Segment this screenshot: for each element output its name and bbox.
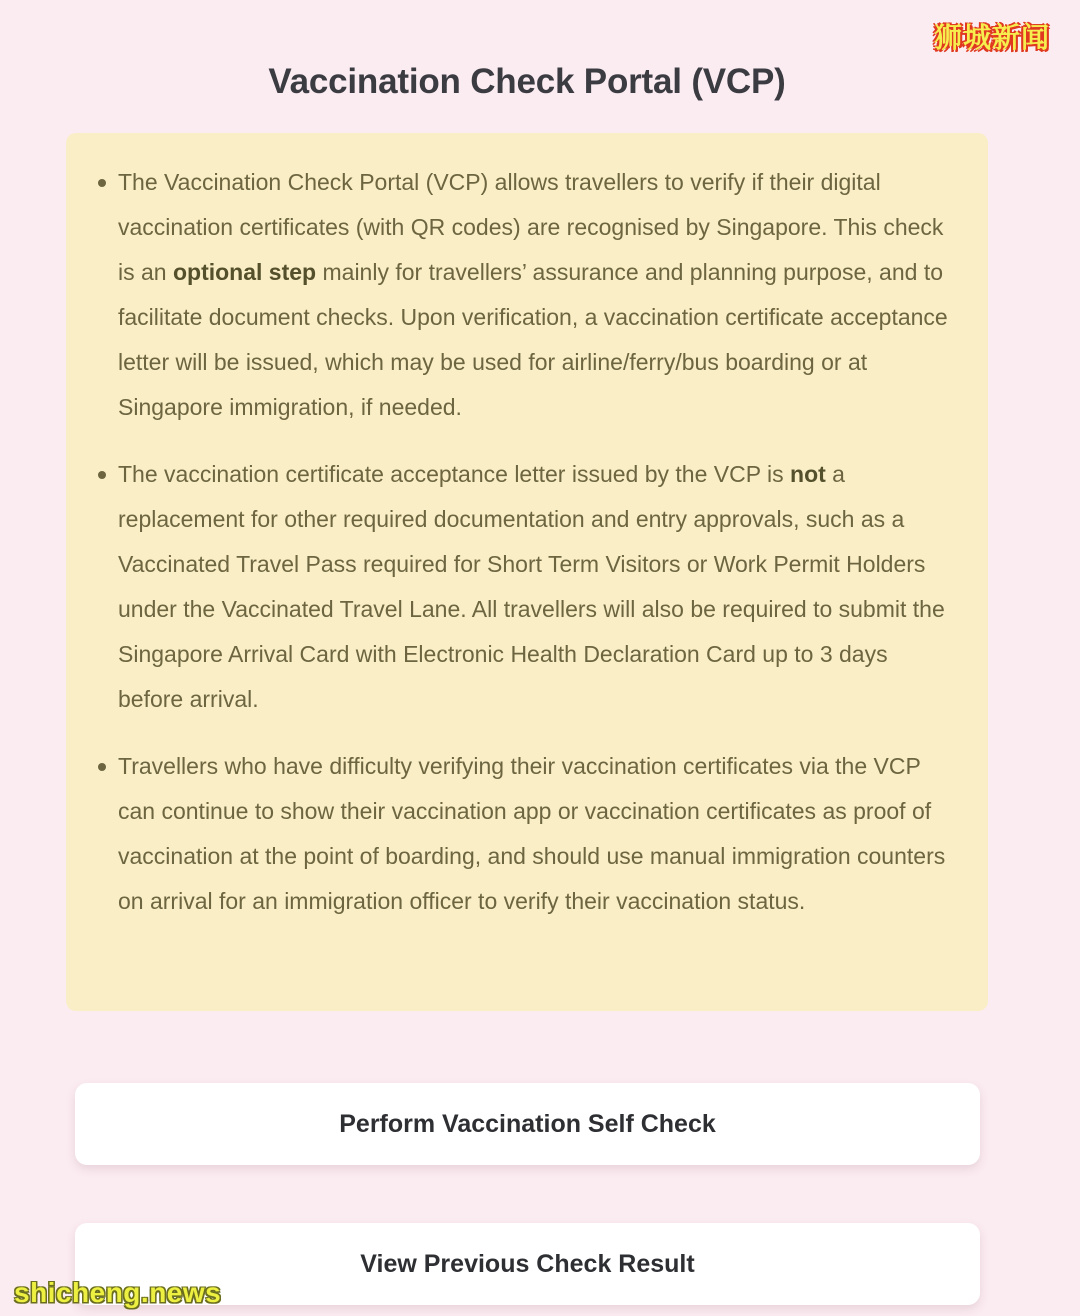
bullet-text: mainly for travellers’ assurance and planning purpose, and to facilitate document checks. Upon verification, a vaccination certificate acceptance letter will be issued, which may be used for airline/ferry/bus boarding or at Singapore immigration, if needed.	[118, 259, 948, 420]
page-title: Vaccination Check Portal (VCP)	[268, 62, 786, 101]
site-watermark-chinese: 狮城新闻	[933, 22, 1050, 53]
site-watermark-url: shicheng.news	[14, 1277, 222, 1308]
info-bullet-list	[98, 160, 955, 924]
perform-self-check-button[interactable]: Perform Vaccination Self Check	[75, 1083, 980, 1165]
bullet-text: The Vaccination Check Portal (VCP) allows travellers to verify if their digital vaccination certificates (with QR codes) are recognised by Singapore. This check is an	[118, 169, 944, 285]
info-bullet	[98, 452, 955, 722]
bullet-text: a replacement for other required documentation and entry approvals, such as a Vaccinated Travel Pass required for Short Term Visitors or Work Permit Holders under the Vaccinated Travel Lane. All travellers will also be required to submit the Singapore Arrival Card with Electronic Health Declaration Card up to 3 days before arrival.	[118, 461, 945, 712]
bullet-text: Travellers who have difficulty verifying their vaccination certificates via the VCP can continue to show their vaccination app or vaccination certificates as proof of vaccination at the point of boarding, and should use manual immigration counters on arrival for an immigration officer to verify their vaccination status.	[118, 753, 946, 914]
bullet-text: The vaccination certificate acceptance letter issued by the VCP is	[118, 461, 791, 487]
bullet-text-bold: not	[790, 461, 826, 487]
info-bullet	[98, 160, 955, 430]
info-bullet	[98, 744, 955, 924]
bullet-text-bold: optional step	[172, 259, 317, 285]
info-box	[66, 133, 988, 1011]
view-previous-result-button[interactable]: View Previous Check Result	[75, 1223, 980, 1305]
